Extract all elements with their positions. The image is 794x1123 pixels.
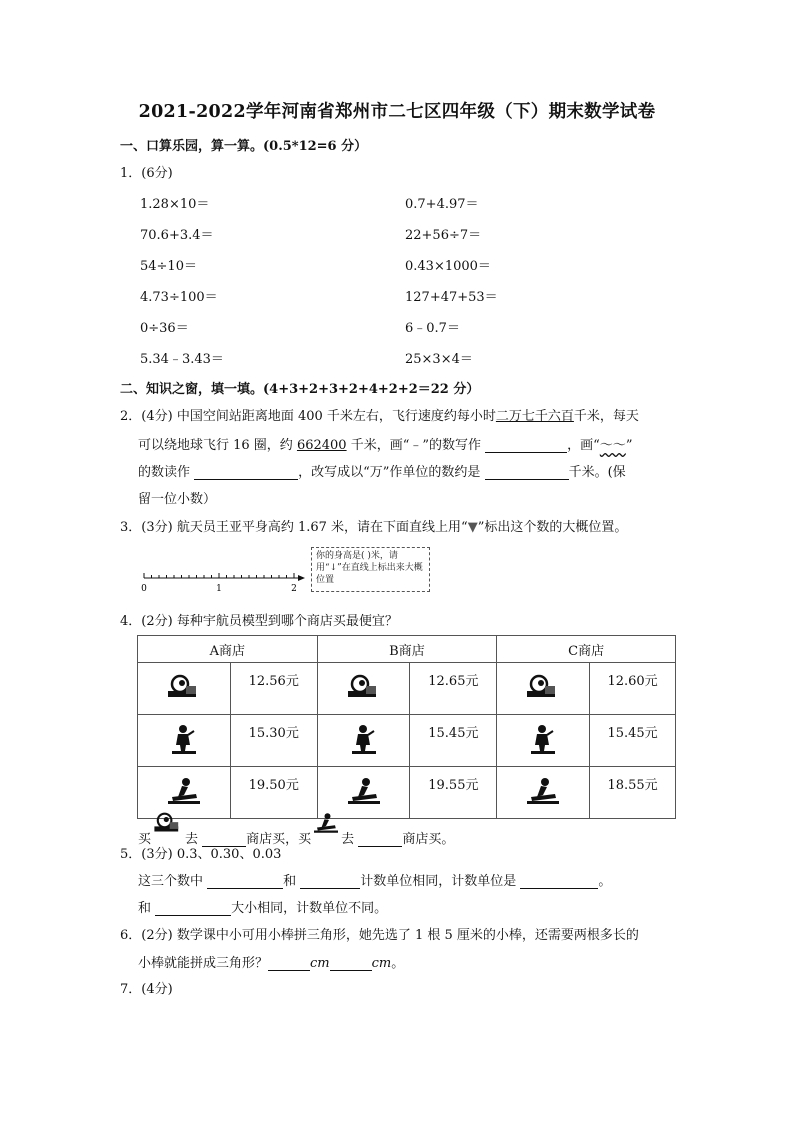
- q2-text: 可以绕地球飞行 16 圈，约: [138, 438, 297, 453]
- calc-item: 6﹣0.7＝: [405, 321, 460, 336]
- question-5-label: 5．(3分) 0.3、0.30、0.03: [120, 847, 282, 862]
- calc-item: 0.7+4.97＝: [405, 197, 479, 212]
- answer-blank[interactable]: [268, 956, 310, 971]
- q4-text: 商店买。: [402, 832, 455, 847]
- calc-item: 25×3×4＝: [405, 352, 473, 367]
- section-2-heading: 二、知识之窗，填一填。(4+3+2+3+2+4+2+2＝22 分）: [120, 382, 480, 397]
- astronaut-model-1-icon: [317, 663, 410, 715]
- tick-label-1: 1: [216, 584, 222, 594]
- q5-text: 和: [283, 874, 301, 889]
- table-header-row: [138, 636, 676, 663]
- astronaut-model-2-icon: [317, 715, 410, 767]
- question-4-text: 4．(2分) 每种宇航员模型到哪个商店买最便宜？: [120, 614, 398, 629]
- shop-c-header: C商店: [497, 636, 676, 663]
- answer-blank[interactable]: [358, 832, 402, 847]
- q4-text: 去: [185, 832, 203, 847]
- shop-a-header: A商店: [138, 636, 318, 663]
- answer-blank[interactable]: [485, 465, 569, 480]
- q2-text: ”: [625, 438, 633, 453]
- q2-text: ，改写成以“万”作单位的数约是: [298, 465, 485, 480]
- page-title: 2021-2022学年河南省郑州市二七区四年级（下）期末数学试卷: [138, 102, 656, 122]
- calc-item: 70.6+3.4＝: [140, 228, 214, 243]
- price-cell: 15.30元: [230, 715, 317, 767]
- astronaut-model-3-icon: [497, 767, 590, 819]
- section-1-heading: 一、口算乐园，算一算。(0.5*12=6 分）: [120, 139, 368, 154]
- q3-text: ”标出这个数的大概位置。: [477, 520, 628, 535]
- table-row: [138, 663, 676, 715]
- price-cell: 12.60元: [590, 663, 676, 715]
- calc-item: 5.34﹣3.43＝: [140, 352, 224, 367]
- calc-item: 1.28×10＝: [140, 197, 210, 212]
- q2-underlined-number: 662400: [296, 438, 347, 453]
- tick-label-2: 2: [291, 584, 297, 594]
- marker-triangle-icon: ▼: [467, 520, 478, 535]
- q2-text: 千米。(保: [568, 465, 626, 480]
- price-table: [137, 635, 676, 819]
- q2-text: ，画“: [567, 438, 600, 453]
- price-cell: 19.50元: [230, 767, 317, 819]
- price-cell: 19.55元: [410, 767, 497, 819]
- calc-item: 0.43×1000＝: [405, 259, 491, 274]
- q5-text: 计数单位相同，计数单位是: [360, 874, 521, 889]
- q4-text: 买: [138, 832, 152, 847]
- q6-text: 小棒就能拼成三角形？: [138, 956, 269, 971]
- q4-text: 商店买，买: [246, 832, 312, 847]
- question-6-line-1: 6．(2分) 数学课中小可用小棒拼三角形，她先选了 1 根 5 厘米的小棒，还需要两根多长的: [120, 928, 639, 943]
- price-cell: 12.65元: [410, 663, 497, 715]
- q5-text: 。: [598, 874, 612, 889]
- q4-text: 去: [341, 832, 359, 847]
- question-7-label: 7．(4分): [120, 982, 173, 997]
- astronaut-model-3-icon: [311, 810, 341, 840]
- answer-blank[interactable]: [300, 874, 360, 889]
- q2-text: 的数读作: [138, 465, 195, 480]
- astronaut-model-2-icon: [497, 715, 590, 767]
- calc-item: 4.73÷100＝: [140, 290, 218, 305]
- price-cell: 15.45元: [410, 715, 497, 767]
- q5-text: 和: [138, 901, 156, 916]
- price-cell: 15.45元: [590, 715, 676, 767]
- q2-text: 千米，画“﹣”的数写作: [346, 438, 486, 453]
- answer-blank[interactable]: [520, 874, 598, 889]
- calc-item: 127+47+53＝: [405, 290, 498, 305]
- q3-text: 3．(3分) 航天员王亚平身高约 1.67 米，请在下面直线上用“: [120, 520, 468, 535]
- calc-item: 22+56÷7＝: [405, 228, 482, 243]
- q2-text: 千米，每天: [573, 409, 639, 424]
- question-5-line-2: [138, 870, 611, 889]
- q5-text: 大小相同，计数单位不同。: [231, 901, 388, 916]
- question-6-line-2: [138, 952, 404, 971]
- price-cell: 12.56元: [230, 663, 317, 715]
- hint-note-box: 你的身高是( )米，请用“↓”在直线上标出来大概位置: [311, 547, 430, 592]
- astronaut-model-1-icon: [138, 663, 231, 715]
- answer-blank[interactable]: [155, 901, 231, 916]
- astronaut-model-1-icon: [151, 810, 185, 840]
- answer-blank[interactable]: [485, 438, 567, 453]
- number-line: [140, 562, 310, 594]
- question-3-text: [120, 516, 627, 535]
- shop-b-header: B商店: [317, 636, 497, 663]
- answer-blank[interactable]: [194, 465, 298, 480]
- astronaut-model-2-icon: [138, 715, 231, 767]
- question-2-line-4: 留一位小数）: [138, 492, 217, 507]
- price-cell: 18.55元: [590, 767, 676, 819]
- q2-wavy-mark: ～～: [599, 438, 626, 453]
- astronaut-model-1-icon: [497, 663, 590, 715]
- question-4-answer-line: [138, 810, 455, 847]
- answer-blank[interactable]: [330, 956, 372, 971]
- unit-label: cm: [310, 956, 330, 971]
- calc-item: 0÷36＝: [140, 321, 189, 336]
- unit-label: cm: [371, 956, 392, 971]
- question-2-line-3: [138, 461, 626, 480]
- question-2-line-1: [120, 405, 639, 424]
- q2-underlined-words: 二万七千六百: [495, 409, 574, 424]
- question-5-line-3: [138, 897, 387, 916]
- answer-blank[interactable]: [207, 874, 283, 889]
- calc-item: 54÷10＝: [140, 259, 197, 274]
- tick-label-0: 0: [141, 584, 147, 594]
- table-row: [138, 715, 676, 767]
- q5-text: 这三个数中: [138, 874, 208, 889]
- question-1-label: 1．(6分): [120, 166, 173, 181]
- q6-text: 。: [391, 956, 405, 971]
- q2-text: 2．(4分) 中国空间站距离地面 400 千米左右，飞行速度约每小时: [120, 409, 496, 424]
- question-2-line-2: [138, 434, 632, 453]
